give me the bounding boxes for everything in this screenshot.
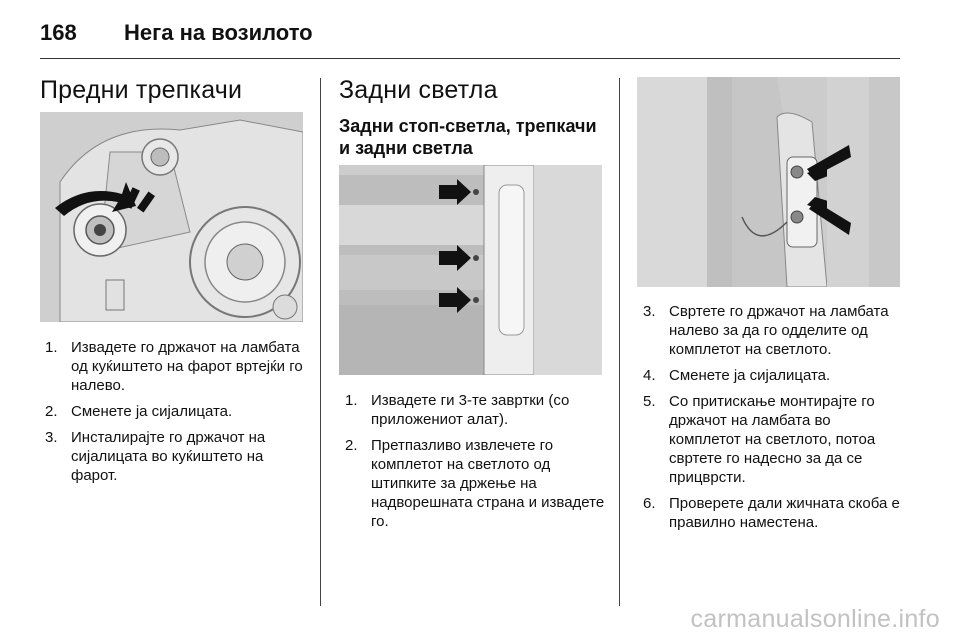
list-item: 3. Свртете го држачот на ламбата налево за да го одделите од комплетот на светлото.: [643, 303, 889, 358]
list-item: 4. Сменете ја сијалицата.: [643, 367, 831, 384]
list-item: 2. Претпазливо извлечете го комплетот на светлото од штипките за држење на надворешната страна и извадете го.: [345, 437, 605, 530]
rear-bulb-holder-steps: [643, 302, 903, 539]
page-header: [40, 14, 900, 54]
list-item: 3. Инсталирајте го држачот на сијалицата во куќиштето на фарот.: [45, 429, 266, 484]
list-item: 6. Проверете дали жичната скоба е правилно наместена.: [643, 495, 900, 531]
rear-light-steps: [345, 391, 610, 538]
list-item: 1. Извадете ги 3-те завртки (со приложениот алат).: [345, 392, 570, 428]
list-item: 1. Извадете го држачот на ламбата од куќиштето на фарот вртејќи го налево.: [45, 339, 303, 394]
list-item: 2. Сменете ја сијалицата.: [45, 403, 233, 420]
headlamp-bulb-holder-illustration: [40, 112, 303, 322]
list-item: 5. Со притискање монтирајте го држачот на ламбата во комплетот на светлото, потоа свртете го надесно за да се прицврсти.: [643, 393, 876, 486]
rear-light-screws-illustration: [339, 165, 602, 375]
column-divider-2: [619, 78, 620, 606]
page-number: 168: [40, 20, 77, 45]
rear-light-bulb-holder-illustration: [637, 77, 900, 287]
page-title: Нега на возилото: [124, 20, 313, 45]
header-divider: [40, 58, 900, 59]
section-heading-front-indicators: Предни трепкачи: [40, 76, 243, 104]
column-divider-1: [320, 78, 321, 606]
section-heading-rear-lights: Задни светла: [339, 76, 498, 104]
front-indicator-steps: [45, 338, 310, 492]
subsection-heading-rear-lights: Задни стоп-светла, трепкачи и задни светла: [339, 116, 597, 158]
watermark: carmanualsonline.info: [690, 605, 940, 633]
